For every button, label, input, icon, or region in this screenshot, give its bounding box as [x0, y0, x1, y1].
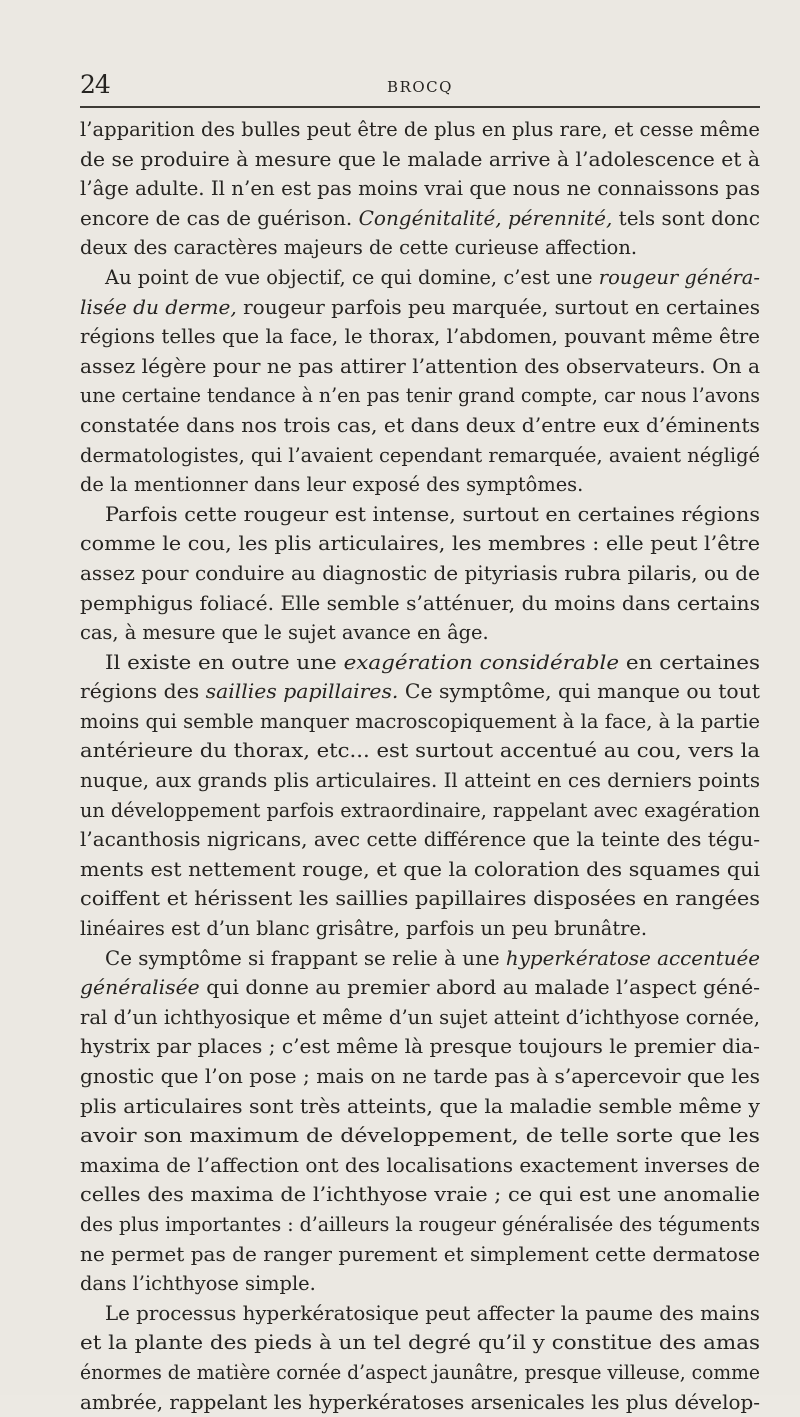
text-run: nuque, aux grands plis articulaires. Il atteint en ces derniers points: [80, 769, 760, 793]
line-text: [80, 973, 760, 1003]
text-run: une certaine tendance à n’en pas tenir grand compte, car nous l’avons: [80, 384, 760, 408]
text-run: Au point de vue objectif, ce qui domine, c’est une: [105, 265, 599, 289]
line-text: [80, 293, 760, 323]
line-text: [80, 322, 760, 352]
text-line: [80, 559, 760, 589]
text-line: [80, 1062, 760, 1092]
text-line: [80, 825, 760, 855]
page-header: [80, 70, 760, 104]
text-line: [80, 1121, 760, 1151]
line-text: [80, 766, 760, 796]
header-rule: [80, 106, 760, 108]
text-run: ne permet pas de ranger purement et simplement cette dermatose: [80, 1242, 760, 1266]
body-text: [80, 115, 760, 1417]
line-text: [80, 233, 637, 263]
text-run: pemphigus foliacé. Elle semble s’atténuer, du moins dans certains: [80, 591, 760, 615]
text-run: énormes de matière cornée d’aspect jaunâtre, presque villeuse, comme: [80, 1360, 760, 1384]
text-line: [80, 973, 760, 1003]
text-line: [80, 884, 760, 914]
line-text: [80, 381, 760, 411]
text-line: [80, 618, 760, 648]
line-text: [80, 1032, 760, 1062]
line-text: [80, 855, 760, 885]
text-run: assez légère pour ne pas attirer l’attention des observateurs. On a: [80, 354, 760, 378]
text-line: [80, 796, 760, 826]
text-line: [80, 648, 760, 678]
text-run: hystrix par places ; c’est même là presque toujours le premier dia-: [80, 1035, 760, 1059]
text-line: [80, 1328, 760, 1358]
text-line: [80, 441, 760, 471]
text-line: [80, 1032, 760, 1062]
text-run: l’acanthosis nigricans, avec cette différence que la teinte des tégu-: [80, 828, 760, 852]
text-line: [80, 1092, 760, 1122]
text-run: régions telles que la face, le thorax, l’abdomen, pouvant même être: [80, 325, 760, 349]
text-line: [80, 677, 760, 707]
line-text: [80, 707, 760, 737]
text-line: [80, 944, 760, 974]
text-line: [80, 1358, 760, 1388]
line-text: [80, 115, 760, 145]
text-line: [80, 1388, 760, 1417]
text-run: antérieure du thorax, etc... est surtout accentué au cou, vers la: [80, 739, 760, 763]
line-text: [105, 1299, 760, 1329]
text-run: Le processus hyperkératosique peut affecter la paume des mains: [105, 1301, 760, 1325]
italic-phrase: lisée du derme,: [80, 295, 237, 319]
text-line: [80, 411, 760, 441]
line-text: [80, 1151, 760, 1181]
text-run: ral d’un ichthyosique et même d’un sujet atteint d’ichthyose cornée,: [80, 1005, 760, 1029]
text-line: [80, 589, 760, 619]
text-line: [80, 381, 760, 411]
text-line: [80, 115, 760, 145]
text-line: [80, 1299, 760, 1329]
text-run: maxima de l’affection ont des localisations exactement inverses de: [80, 1153, 760, 1177]
text-line: [80, 766, 760, 796]
text-line: [80, 914, 760, 944]
line-text: [80, 736, 760, 766]
text-run: dermatologistes, qui l’avaient cependant remarquée, avaient négligé: [80, 443, 760, 467]
text-run: deux des caractères majeurs de cette curieuse affection.: [80, 236, 637, 260]
line-text: [80, 352, 760, 382]
line-text: [80, 1062, 760, 1092]
text-run: rougeur parfois peu marquée, surtout en certaines: [236, 295, 760, 319]
line-text: [80, 1180, 760, 1210]
running-head: BROCQ: [387, 78, 453, 96]
text-line: [80, 855, 760, 885]
line-text: [80, 145, 760, 175]
text-run: Ce symptôme, qui manque ou tout: [398, 680, 760, 704]
text-run: gnostic que l’on pose ; mais on ne tarde pas à s’apercevoir que les: [80, 1065, 760, 1088]
text-run: coiffent et hérissent les saillies papillaires disposées en rangées: [80, 887, 760, 911]
text-run: Ce symptôme si frappant se relie à une: [105, 946, 506, 970]
page-number: 24: [80, 70, 110, 99]
text-line: [80, 1003, 760, 1033]
text-run: tels sont donc: [612, 206, 760, 230]
line-text: [80, 1388, 760, 1417]
text-run: de se produire à mesure que le malade arrive à l’adolescence et à: [80, 147, 760, 171]
line-text: [80, 677, 760, 707]
text-line: [80, 174, 760, 204]
text-run: ambrée, rappelant les hyperkératoses arsenicales les plus dévelop-: [80, 1390, 760, 1414]
line-text: [80, 174, 760, 204]
text-run: de la mentionner dans leur exposé des symptômes.: [80, 473, 584, 497]
text-line: [80, 233, 760, 263]
text-run: l’âge adulte. Il n’en est pas moins vrai que nous ne connaissons pas: [80, 177, 760, 201]
italic-phrase: Congénitalité, pérennité,: [358, 206, 613, 230]
line-text: [80, 559, 760, 589]
line-text: [80, 470, 583, 500]
text-line: [80, 736, 760, 766]
text-line: [80, 707, 760, 737]
line-text: [80, 441, 760, 471]
italic-phrase: hyperkératose accentuée: [505, 946, 760, 970]
text-run: Il existe en outre une: [105, 650, 344, 674]
text-run: ments est nettement rouge, et que la coloration des squames qui: [80, 857, 760, 881]
text-run: Parfois cette rougeur est intense, surtout en certaines régions: [105, 502, 760, 526]
text-run: l’apparition des bulles peut être de plus en plus rare, et cesse même: [80, 118, 760, 141]
text-run: linéaires est d’un blanc grisâtre, parfois un peu brunâtre.: [80, 917, 648, 941]
line-text: [80, 1240, 760, 1270]
text-run: comme le cou, les plis articulaires, les membres : elle peut l’être: [80, 532, 760, 556]
text-run: des plus importantes : d’ailleurs la rougeur généralisée des téguments: [80, 1212, 760, 1236]
line-text: [80, 589, 760, 619]
text-line: [80, 204, 760, 234]
line-text: [105, 263, 760, 293]
line-text: [80, 411, 760, 441]
line-text: [80, 529, 760, 559]
text-run: régions des: [80, 680, 206, 704]
line-text: [80, 796, 760, 826]
line-text: [80, 618, 489, 648]
text-run: constatée dans nos trois cas, et dans deux d’entre eux d’éminents: [80, 413, 760, 437]
text-line: [80, 1240, 760, 1270]
text-run: dans l’ichthyose simple.: [80, 1272, 316, 1296]
line-text: [80, 1092, 760, 1122]
text-run: plis articulaires sont très atteints, que la maladie semble même y: [80, 1094, 760, 1118]
text-line: [80, 500, 760, 530]
text-line: [80, 529, 760, 559]
italic-phrase: saillies papillaires.: [205, 680, 399, 704]
line-text: [105, 944, 760, 974]
italic-phrase: rougeur généra-: [598, 265, 760, 289]
text-line: [80, 1210, 760, 1240]
text-run: avoir son maximum de développement, de telle sorte que les: [80, 1124, 760, 1148]
text-line: [80, 145, 760, 175]
text-run: qui donne au premier abord au malade l’aspect géné-: [199, 976, 760, 1000]
text-run: et la plante des pieds à un tel degré qu’il y constitue des amas: [80, 1331, 760, 1355]
text-run: en certaines: [619, 650, 760, 674]
line-text: [80, 914, 647, 944]
line-text: [80, 1358, 760, 1388]
line-text: [80, 825, 760, 855]
text-line: [80, 322, 760, 352]
line-text: [80, 884, 760, 914]
italic-phrase: exagération considérable: [343, 650, 620, 674]
line-text: [105, 500, 760, 530]
line-text: [105, 648, 760, 678]
text-run: moins qui semble manquer macroscopiquement à la face, à la partie: [80, 709, 760, 733]
text-line: [80, 470, 760, 500]
text-line: [80, 1269, 760, 1299]
line-text: [80, 1121, 760, 1151]
line-text: [80, 1003, 760, 1033]
line-text: [80, 1210, 760, 1240]
italic-phrase: généralisée: [80, 976, 200, 1000]
text-run: celles des maxima de l’ichthyose vraie ; ce qui est une anomalie: [80, 1183, 760, 1207]
line-text: [80, 1269, 316, 1299]
line-text: [80, 1328, 760, 1358]
text-run: un développement parfois extraordinaire, rappelant avec exagération: [80, 798, 760, 822]
text-line: [80, 1151, 760, 1181]
text-line: [80, 293, 760, 323]
text-run: cas, à mesure que le sujet avance en âge.: [80, 621, 489, 645]
text-line: [80, 1180, 760, 1210]
text-line: [80, 263, 760, 293]
text-line: [80, 352, 760, 382]
line-text: [80, 204, 760, 234]
text-run: assez pour conduire au diagnostic de pityriasis rubra pilaris, ou de: [80, 561, 760, 585]
text-run: encore de cas de guérison.: [80, 206, 359, 230]
